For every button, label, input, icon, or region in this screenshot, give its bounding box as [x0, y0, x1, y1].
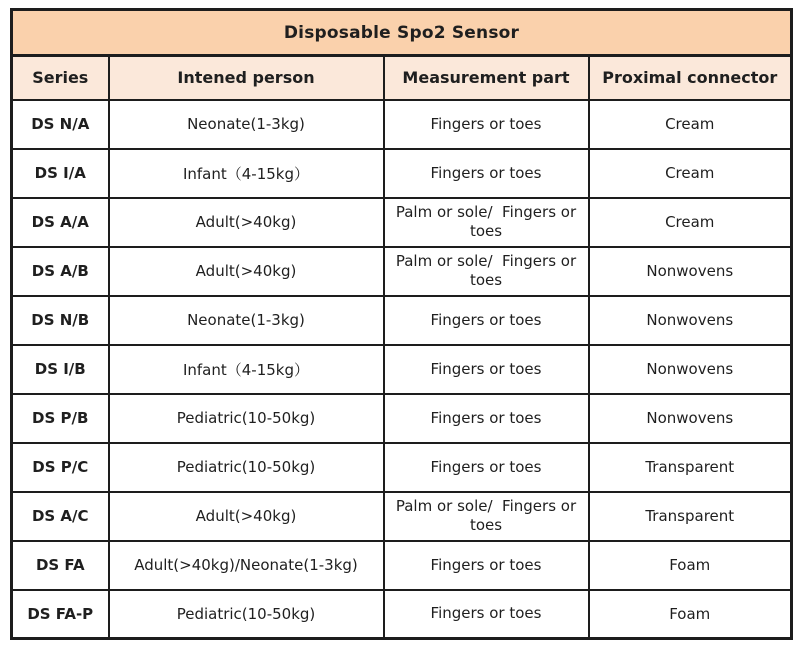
connector-cell: Foam [589, 541, 792, 590]
table-row [12, 443, 792, 492]
part-cell: Fingers or toes [384, 345, 589, 394]
person-cell: Pediatric(10-50kg) [109, 443, 384, 492]
person-cell: Pediatric(10-50kg) [109, 590, 384, 639]
person-cell: Adult(>40kg) [109, 247, 384, 296]
table-row [12, 345, 792, 394]
table-row [12, 590, 792, 639]
part-cell: Palm or sole/ Fingers or toes [384, 492, 589, 541]
part-cell: Fingers or toes [384, 394, 589, 443]
connector-cell: Foam [589, 590, 792, 639]
series-cell: DS FA [12, 541, 109, 590]
series-cell: DS I/A [12, 149, 109, 198]
series-cell: DS I/B [12, 345, 109, 394]
series-cell: DS P/B [12, 394, 109, 443]
connector-cell: Cream [589, 198, 792, 247]
table-row [12, 100, 792, 149]
table-row [12, 541, 792, 590]
table-row [12, 492, 792, 541]
table-row [12, 198, 792, 247]
part-cell: Palm or sole/ Fingers or toes [384, 247, 589, 296]
person-cell: Infant（4-15kg） [109, 149, 384, 198]
part-cell: Fingers or toes [384, 100, 589, 149]
col-header-proximal-connector: Proximal connector [589, 56, 792, 100]
connector-cell: Cream [589, 149, 792, 198]
table-title: Disposable Spo2 Sensor [12, 10, 792, 56]
part-cell: Fingers or toes [384, 541, 589, 590]
series-cell: DS N/B [12, 296, 109, 345]
col-header-measurement-part: Measurement part [384, 56, 589, 100]
series-cell: DS P/C [12, 443, 109, 492]
connector-cell: Nonwovens [589, 296, 792, 345]
person-cell: Neonate(1-3kg) [109, 296, 384, 345]
person-cell: Adult(>40kg) [109, 492, 384, 541]
part-cell: Fingers or toes [384, 590, 589, 639]
person-cell: Pediatric(10-50kg) [109, 394, 384, 443]
connector-cell: Transparent [589, 492, 792, 541]
table-row [12, 394, 792, 443]
person-cell: Infant（4-15kg） [109, 345, 384, 394]
connector-cell: Transparent [589, 443, 792, 492]
connector-cell: Cream [589, 100, 792, 149]
part-cell: Fingers or toes [384, 296, 589, 345]
spo2-sensor-table [10, 8, 793, 640]
series-cell: DS FA-P [12, 590, 109, 639]
series-cell: DS N/A [12, 100, 109, 149]
col-header-series: Series [12, 56, 109, 100]
connector-cell: Nonwovens [589, 345, 792, 394]
table-row [12, 296, 792, 345]
part-cell: Fingers or toes [384, 149, 589, 198]
connector-cell: Nonwovens [589, 247, 792, 296]
part-cell: Fingers or toes [384, 443, 589, 492]
person-cell: Adult(>40kg)/Neonate(1-3kg) [109, 541, 384, 590]
person-cell: Neonate(1-3kg) [109, 100, 384, 149]
series-cell: DS A/A [12, 198, 109, 247]
table-row [12, 247, 792, 296]
series-cell: DS A/B [12, 247, 109, 296]
part-cell: Palm or sole/ Fingers or toes [384, 198, 589, 247]
title-row [12, 10, 792, 56]
person-cell: Adult(>40kg) [109, 198, 384, 247]
series-cell: DS A/C [12, 492, 109, 541]
connector-cell: Nonwovens [589, 394, 792, 443]
col-header-intended-person: Intened person [109, 56, 384, 100]
column-header-row [12, 56, 792, 100]
table-row [12, 149, 792, 198]
